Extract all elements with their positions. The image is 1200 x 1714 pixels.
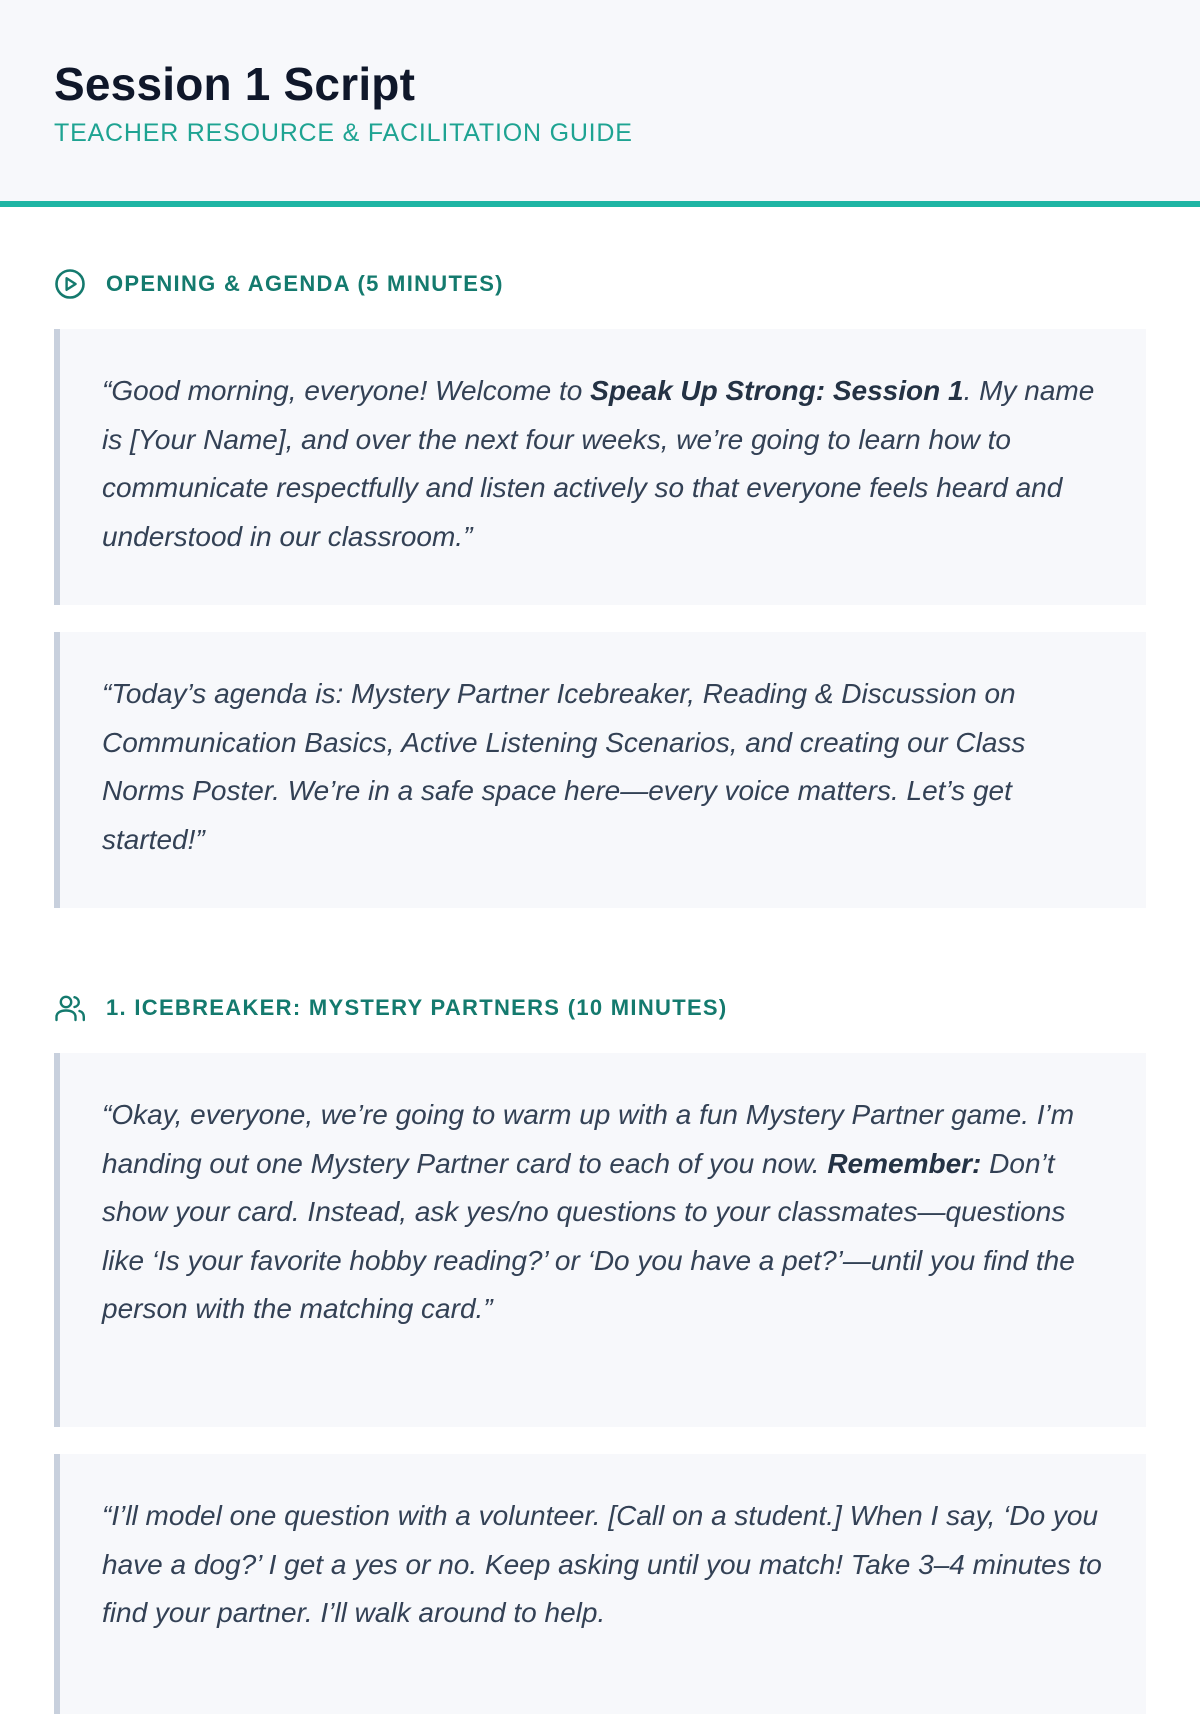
section-heading-text: 1. ICEBREAKER: MYSTERY PARTNERS (10 MINUTES) bbox=[106, 995, 728, 1020]
script-quote bbox=[54, 1454, 1146, 1714]
quote-text: “Good morning, everyone! Welcome to bbox=[102, 375, 591, 406]
section-heading-text: OPENING & AGENDA (5 MINUTES) bbox=[106, 271, 504, 296]
section-heading-icebreaker bbox=[54, 990, 1146, 1026]
quote-text: Don’t show your card. Instead, ask yes/no questions to your classmates—questions like ‘Is your favorite hobby reading?’ or ‘Do you have a pet?’—until you find the person with the matching card.” bbox=[102, 1147, 1075, 1325]
quote-emphasis: Speak Up Strong: Session 1 bbox=[590, 375, 964, 406]
page-title: Session 1 Script bbox=[54, 58, 416, 110]
script-quote bbox=[54, 329, 1146, 605]
script-quote bbox=[54, 632, 1146, 908]
quote-emphasis: Remember: bbox=[827, 1147, 982, 1179]
section-heading-opening bbox=[54, 266, 1146, 302]
script-content bbox=[0, 266, 1200, 1714]
quote-text: “I’ll model one question with a volunteer. [Call on a student.] When I say, ‘Do you have a dog?’ I get a yes or no. Keep asking until you match! Take 3–4 minutes to find your partner. I’ll walk around to help. bbox=[102, 1500, 1102, 1629]
quote-text: “Okay, everyone, we’re going to warm up with a fun Mystery Partner game. I’m handing out one Mystery Partner card to each of you now. bbox=[102, 1099, 1075, 1179]
script-quote bbox=[54, 1053, 1146, 1427]
users-icon bbox=[54, 992, 86, 1024]
play-circle-icon bbox=[54, 268, 86, 300]
page-subtitle: TEACHER RESOURCE & FACILITATION GUIDE bbox=[54, 119, 633, 147]
quote-text: “Today’s agenda is: Mystery Partner Icebreaker, Reading & Discussion on Communication Basics, Active Listening Scenarios, and creating our Class Norms Poster. We’re in a safe space here—every voice matters. Let’s get started!” bbox=[102, 678, 1026, 855]
quote-text: . My name is [Your Name], and over the next four weeks, we’re going to learn how to communicate respectfully and listen actively so that everyone feels heard and understood in our classroom.” bbox=[102, 375, 1095, 552]
page-header bbox=[0, 0, 1200, 207]
